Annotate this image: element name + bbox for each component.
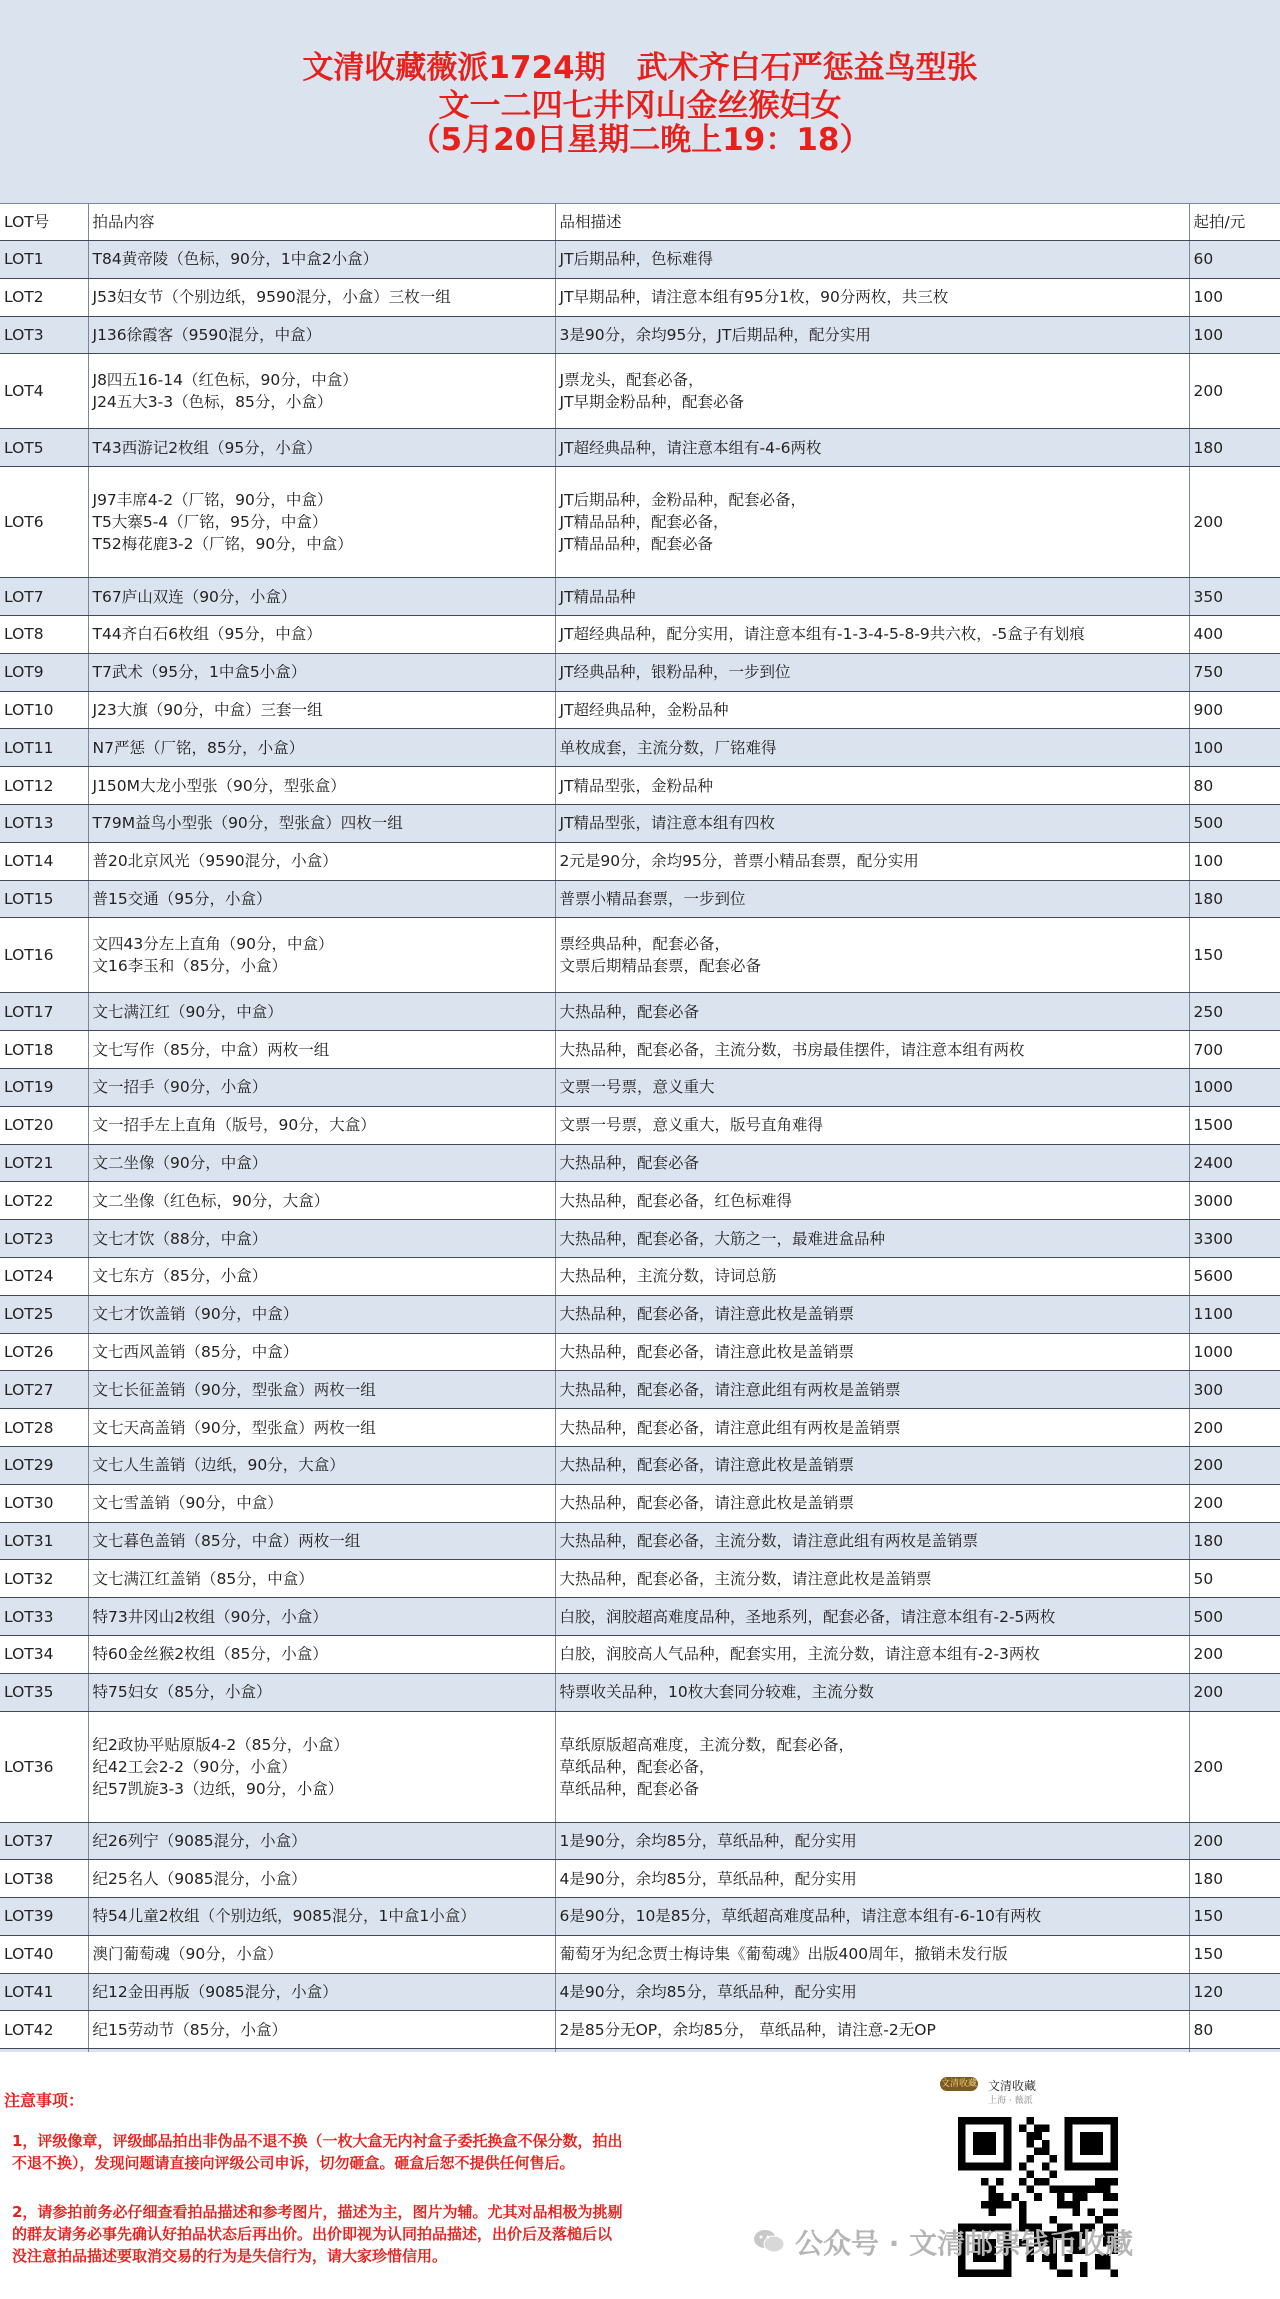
table-row <box>0 804 1280 842</box>
cell-item: T84黄帝陵（色标，90分，1中盒2小盒） <box>88 241 555 279</box>
cell-price: 500 <box>1189 1598 1280 1636</box>
cell-desc: J票龙头，配套必备， JT早期金粉品种，配套必备 <box>555 354 1189 429</box>
cell-desc: 大热品种，配套必备，请注意此枚是盖销票 <box>555 1484 1189 1522</box>
cell-lot: LOT34 <box>0 1635 88 1673</box>
cell-desc: 大热品种，配套必备，主流分数，请注意此组有两枚是盖销票 <box>555 1522 1189 1560</box>
table-row <box>0 767 1280 805</box>
cell-price: 180 <box>1189 429 1280 467</box>
cell-price: 100 <box>1189 278 1280 316</box>
cell-item: 文七满江红盖销（85分，中盒） <box>88 1560 555 1598</box>
cell-lot: LOT2 <box>0 278 88 316</box>
brand-logo: 文清收藏 <box>940 2079 977 2089</box>
cell-price: 50 <box>1189 1560 1280 1598</box>
table-row <box>0 1673 1280 1711</box>
table-row <box>0 1031 1280 1069</box>
cell-desc: 白胶，润胶高人气品种，配套实用，主流分数，请注意本组有-2-3两枚 <box>555 1635 1189 1673</box>
cell-desc: 6是90分，10是85分，草纸超高难度品种，请注意本组有-6-10有两枚 <box>555 1898 1189 1936</box>
cell-price: 100 <box>1189 729 1280 767</box>
cell-lot: LOT9 <box>0 653 88 691</box>
cell-item: J53妇女节（个别边纸，9590混分，小盒）三枚一组 <box>88 278 555 316</box>
table-row <box>0 1446 1280 1484</box>
cell-item: J8四五16-14（红色标，90分，中盒） J24五大3-3（色标，85分，小盒） <box>88 354 555 429</box>
cell-lot: LOT36 <box>0 1711 88 1822</box>
cell-item: J97丰席4-2（厂铭，90分，中盒） T5大寨5-4（厂铭，95分，中盒） T52梅花鹿3-2（厂铭，90分，中盒） <box>88 467 555 578</box>
table-row <box>0 1522 1280 1560</box>
table-row <box>0 1898 1280 1936</box>
cell-lot: LOT19 <box>0 1068 88 1106</box>
cell-lot: LOT11 <box>0 729 88 767</box>
cell-desc: JT超经典品种，金粉品种 <box>555 691 1189 729</box>
cell-lot: LOT16 <box>0 918 88 993</box>
table-row <box>0 653 1280 691</box>
cell-lot: LOT35 <box>0 1673 88 1711</box>
cell-item: 文四43分左上直角（90分，中盒） 文16李玉和（85分，小盒） <box>88 918 555 993</box>
cell-lot: LOT25 <box>0 1295 88 1333</box>
cell-item: 文七东方（85分，小盒） <box>88 1257 555 1295</box>
cell-item: 文七西风盖销（85分，中盒） <box>88 1333 555 1371</box>
cell-desc: JT早期品种，请注意本组有95分1枚，90分两枚，共三枚 <box>555 278 1189 316</box>
table-row <box>0 1371 1280 1409</box>
cell-price: 250 <box>1189 993 1280 1031</box>
brand-subtitle: 上海 · 薇派 <box>988 2096 1033 2106</box>
table-row <box>0 880 1280 918</box>
cell-price: 400 <box>1189 615 1280 653</box>
cell-desc: 大热品种，配套必备，主流分数，书房最佳摆件，请注意本组有两枚 <box>555 1031 1189 1069</box>
cell-desc: 2元是90分，余均95分，普票小精品套票，配分实用 <box>555 842 1189 880</box>
cell-price: 200 <box>1189 1484 1280 1522</box>
cell-item: 纪25名人（9085混分，小盒） <box>88 1860 555 1898</box>
table-row <box>0 691 1280 729</box>
cell-desc: 1是90分，余均85分，草纸品种，配分实用 <box>555 1822 1189 1860</box>
lot-table <box>0 204 1280 2087</box>
cell-price: 60 <box>1189 241 1280 279</box>
table-row <box>0 993 1280 1031</box>
cell-desc: JT经典品种，银粉品种，一步到位 <box>555 653 1189 691</box>
table-row <box>0 1973 1280 2011</box>
cell-item: 文七长征盖销（90分，型张盒）两枚一组 <box>88 1371 555 1409</box>
cell-desc: JT精品型张，请注意本组有四枚 <box>555 804 1189 842</box>
cell-desc: 大热品种，配套必备，请注意此组有两枚是盖销票 <box>555 1409 1189 1447</box>
table-row <box>0 1635 1280 1673</box>
cell-item: 文二坐像（90分，中盒） <box>88 1144 555 1182</box>
cell-lot: LOT14 <box>0 842 88 880</box>
cell-item: 文七满江红（90分，中盒） <box>88 993 555 1031</box>
cell-price: 1500 <box>1189 1106 1280 1144</box>
cell-desc: 特票收关品种，10枚大套同分较难，主流分数 <box>555 1673 1189 1711</box>
cell-price: 100 <box>1189 316 1280 354</box>
cell-price: 200 <box>1189 1673 1280 1711</box>
table-row <box>0 1935 1280 1973</box>
cell-desc: JT超经典品种，配分实用，请注意本组有-1-3-4-5-8-9共六枚，-5盒子有划痕 <box>555 615 1189 653</box>
watermark-text: 公众号 · 文清邮票钱币收藏 <box>795 2227 1134 2260</box>
cell-price: 80 <box>1189 767 1280 805</box>
cell-lot: LOT24 <box>0 1257 88 1295</box>
cell-price: 200 <box>1189 1409 1280 1447</box>
cell-desc: JT精品型张，金粉品种 <box>555 767 1189 805</box>
cell-desc: 大热品种，配套必备，红色标难得 <box>555 1182 1189 1220</box>
cell-item: 纪15劳动节（85分，小盒） <box>88 2011 555 2049</box>
table-row <box>0 1822 1280 1860</box>
cell-price: 3300 <box>1189 1220 1280 1258</box>
cell-item: 文七人生盖销（边纸，90分，大盒） <box>88 1446 555 1484</box>
column-header-lot: LOT号 <box>0 204 88 241</box>
cell-item: J150M大龙小型张（90分，型张盒） <box>88 767 555 805</box>
cell-lot: LOT15 <box>0 880 88 918</box>
cell-item: 特73井冈山2枚组（90分，小盒） <box>88 1598 555 1636</box>
cell-lot: LOT31 <box>0 1522 88 1560</box>
cell-desc: JT后期品种，色标难得 <box>555 241 1189 279</box>
cell-price: 100 <box>1189 842 1280 880</box>
table-row <box>0 1144 1280 1182</box>
cell-lot: LOT1 <box>0 241 88 279</box>
cell-desc: JT后期品种，金粉品种，配套必备， JT精品品种，配套必备， JT精品品种，配套必备 <box>555 467 1189 578</box>
cell-price: 180 <box>1189 1522 1280 1560</box>
cell-price: 120 <box>1189 1973 1280 2011</box>
cell-desc: 4是90分，余均85分，草纸品种，配分实用 <box>555 1973 1189 2011</box>
cell-lot: LOT30 <box>0 1484 88 1522</box>
table-row <box>0 1409 1280 1447</box>
cell-item: T79M益鸟小型张（90分，型张盒）四枚一组 <box>88 804 555 842</box>
cell-lot: LOT39 <box>0 1898 88 1936</box>
cell-lot: LOT22 <box>0 1182 88 1220</box>
cell-lot: LOT3 <box>0 316 88 354</box>
cell-price: 200 <box>1189 354 1280 429</box>
cell-desc: JT超经典品种，请注意本组有-4-6两枚 <box>555 429 1189 467</box>
cell-item: J23大旗（90分，中盒）三套一组 <box>88 691 555 729</box>
cell-item: 文七才饮（88分，中盒） <box>88 1220 555 1258</box>
table-row <box>0 1220 1280 1258</box>
cell-item: 特54儿童2枚组（个别边纸，9085混分，1中盒1小盒） <box>88 1898 555 1936</box>
cell-price: 200 <box>1189 1446 1280 1484</box>
cell-item: T7武术（95分，1中盒5小盒） <box>88 653 555 691</box>
table-row <box>0 1598 1280 1636</box>
cell-item: 纪26列宁（9085混分，小盒） <box>88 1822 555 1860</box>
cell-item: T44齐白石6枚组（95分，中盒） <box>88 615 555 653</box>
cell-lot: LOT32 <box>0 1560 88 1598</box>
cell-price: 300 <box>1189 1371 1280 1409</box>
cell-item: T67庐山双连（90分，小盒） <box>88 578 555 616</box>
column-header-item: 拍品内容 <box>88 204 555 241</box>
cell-item: T43西游记2枚组（95分，小盒） <box>88 429 555 467</box>
brand-name: 文清收藏 <box>988 2079 1037 2093</box>
cell-price: 200 <box>1189 1711 1280 1822</box>
page-title-line-3: （5月20日星期二晚上19：18） <box>409 122 871 158</box>
cell-lot: LOT41 <box>0 1973 88 2011</box>
cell-desc: 文票一号票，意义重大 <box>555 1068 1189 1106</box>
wechat-icon <box>752 2227 786 2255</box>
cell-lot: LOT12 <box>0 767 88 805</box>
cell-item: 普20北京风光（9590混分，小盒） <box>88 842 555 880</box>
cell-item: 文七雪盖销（90分，中盒） <box>88 1484 555 1522</box>
cell-desc: 单枚成套，主流分数，厂铭难得 <box>555 729 1189 767</box>
column-header-price: 起拍/元 <box>1189 204 1280 241</box>
cell-lot: LOT26 <box>0 1333 88 1371</box>
table-row <box>0 842 1280 880</box>
cell-price: 3000 <box>1189 1182 1280 1220</box>
cell-price: 200 <box>1189 1822 1280 1860</box>
cell-price: 180 <box>1189 880 1280 918</box>
page-header <box>0 0 1280 204</box>
cell-lot: LOT10 <box>0 691 88 729</box>
cell-lot: LOT37 <box>0 1822 88 1860</box>
cell-desc: 大热品种，配套必备 <box>555 993 1189 1031</box>
cell-desc: 大热品种，配套必备，请注意此组有两枚是盖销票 <box>555 1371 1189 1409</box>
cell-desc: 票经典品种，配套必备， 文票后期精品套票，配套必备 <box>555 918 1189 993</box>
table-row <box>0 578 1280 616</box>
note-1: 1，评级像章，评级邮品拍出非伪品不退不换（一枚大盒无内衬盒子委托换盒不保分数，拍出 不退不换），发现问题请直接向评级公司申诉，切勿砸盒。砸盒后恕不提供任何售后。 <box>12 2132 623 2172</box>
page-title-line-2: 文一二四七井冈山金丝猴妇女 <box>438 88 842 124</box>
table-row <box>0 1068 1280 1106</box>
cell-price: 2400 <box>1189 1144 1280 1182</box>
cell-item: N7严惩（厂铭，85分，小盒） <box>88 729 555 767</box>
table-row <box>0 429 1280 467</box>
cell-price: 1000 <box>1189 1333 1280 1371</box>
cell-desc: 普票小精品套票，一步到位 <box>555 880 1189 918</box>
table-row <box>0 1484 1280 1522</box>
table-row <box>0 729 1280 767</box>
notes-title: 注意事项： <box>4 2091 85 2110</box>
cell-desc: 3是90分，余均95分，JT后期品种，配分实用 <box>555 316 1189 354</box>
cell-desc: 4是90分，余均85分，草纸品种，配分实用 <box>555 1860 1189 1898</box>
table-row <box>0 1860 1280 1898</box>
cell-price: 80 <box>1189 2011 1280 2049</box>
cell-item: 文一招手（90分，小盒） <box>88 1068 555 1106</box>
table-header-row <box>0 204 1280 241</box>
cell-lot: LOT5 <box>0 429 88 467</box>
table-row <box>0 1333 1280 1371</box>
cell-lot: LOT18 <box>0 1031 88 1069</box>
cell-price: 150 <box>1189 1898 1280 1936</box>
cell-item: 普15交通（95分，小盒） <box>88 880 555 918</box>
table-row <box>0 1257 1280 1295</box>
cell-price: 700 <box>1189 1031 1280 1069</box>
cell-lot: LOT27 <box>0 1371 88 1409</box>
cell-item: 文七写作（85分，中盒）两枚一组 <box>88 1031 555 1069</box>
cell-item: J136徐霞客（9590混分，中盒） <box>88 316 555 354</box>
cell-lot: LOT13 <box>0 804 88 842</box>
cell-price: 750 <box>1189 653 1280 691</box>
cell-price: 900 <box>1189 691 1280 729</box>
cell-lot: LOT7 <box>0 578 88 616</box>
cell-lot: LOT28 <box>0 1409 88 1447</box>
cell-desc: 文票一号票，意义重大，版号直角难得 <box>555 1106 1189 1144</box>
cell-desc: 草纸原版超高难度，主流分数，配套必备， 草纸品种，配套必备， 草纸品种，配套必备 <box>555 1711 1189 1822</box>
cell-lot: LOT33 <box>0 1598 88 1636</box>
cell-price: 150 <box>1189 918 1280 993</box>
cell-item: 纪12金田再版（9085混分，小盒） <box>88 1973 555 2011</box>
cell-item: 文一招手左上直角（版号，90分，大盒） <box>88 1106 555 1144</box>
cell-item: 纪2政协平贴原版4-2（85分，小盒） 纪42工会2-2（90分，小盒） 纪57凯旋3-3（边纸，90分，小盒） <box>88 1711 555 1822</box>
cell-price: 200 <box>1189 1635 1280 1673</box>
cell-lot: LOT38 <box>0 1860 88 1898</box>
cell-price: 200 <box>1189 467 1280 578</box>
cell-price: 180 <box>1189 1860 1280 1898</box>
cell-item: 文七才饮盖销（90分，中盒） <box>88 1295 555 1333</box>
cell-price: 150 <box>1189 1935 1280 1973</box>
cell-lot: LOT29 <box>0 1446 88 1484</box>
column-header-desc: 品相描述 <box>555 204 1189 241</box>
cell-desc: 大热品种，配套必备，请注意此枚是盖销票 <box>555 1333 1189 1371</box>
table-row <box>0 354 1280 429</box>
cell-lot: LOT8 <box>0 615 88 653</box>
cell-desc: 白胶，润胶超高难度品种，圣地系列，配套必备，请注意本组有-2-5两枚 <box>555 1598 1189 1636</box>
cell-price: 350 <box>1189 578 1280 616</box>
cell-lot: LOT20 <box>0 1106 88 1144</box>
cell-item: 特75妇女（85分，小盒） <box>88 1673 555 1711</box>
cell-price: 5600 <box>1189 1257 1280 1295</box>
table-row <box>0 918 1280 993</box>
cell-price: 500 <box>1189 804 1280 842</box>
cell-price: 1000 <box>1189 1068 1280 1106</box>
table-row <box>0 241 1280 279</box>
cell-lot: LOT21 <box>0 1144 88 1182</box>
cell-desc: 2是85分无OP，余均85分， 草纸品种，请注意-2无OP <box>555 2011 1189 2049</box>
cell-desc: 大热品种，主流分数，诗词总筋 <box>555 1257 1189 1295</box>
cell-desc: JT精品品种 <box>555 578 1189 616</box>
cell-desc: 大热品种，配套必备，请注意此枚是盖销票 <box>555 1446 1189 1484</box>
cell-lot: LOT23 <box>0 1220 88 1258</box>
cell-lot: LOT4 <box>0 354 88 429</box>
table-row <box>0 1711 1280 1822</box>
cell-item: 澳门葡萄魂（90分，小盒） <box>88 1935 555 1973</box>
cell-desc: 大热品种，配套必备，大筋之一，最难进盒品种 <box>555 1220 1189 1258</box>
table-row <box>0 1295 1280 1333</box>
cell-lot: LOT42 <box>0 2011 88 2049</box>
cell-lot: LOT40 <box>0 1935 88 1973</box>
table-row <box>0 316 1280 354</box>
note-2: 2，请参拍前务必仔细查看拍品描述和参考图片，描述为主，图片为辅。尤其对品相极为挑剔 的群友请务必事先确认好拍品状态后再出价。出价即视为认同拍品描述，出价后及落槌后以 没注意拍品描述要取消交易的行为是失信行为，请大家珍惜信用。 <box>12 2203 623 2265</box>
cell-price: 1100 <box>1189 1295 1280 1333</box>
table-row <box>0 2011 1280 2049</box>
cell-item: 文七暮色盖销（85分，中盒）两枚一组 <box>88 1522 555 1560</box>
table-row <box>0 1560 1280 1598</box>
table-row <box>0 467 1280 578</box>
table-row <box>0 615 1280 653</box>
cell-desc: 大热品种，配套必备，主流分数，请注意此枚是盖销票 <box>555 1560 1189 1598</box>
cell-lot: LOT17 <box>0 993 88 1031</box>
table-row <box>0 1106 1280 1144</box>
cell-desc: 大热品种，配套必备 <box>555 1144 1189 1182</box>
table-row <box>0 1182 1280 1220</box>
cell-desc: 大热品种，配套必备，请注意此枚是盖销票 <box>555 1295 1189 1333</box>
table-row <box>0 278 1280 316</box>
cell-desc: 葡萄牙为纪念贾士梅诗集《葡萄魂》出版400周年，撤销未发行版 <box>555 1935 1189 1973</box>
cell-item: 文二坐像（红色标，90分，大盒） <box>88 1182 555 1220</box>
cell-lot: LOT6 <box>0 467 88 578</box>
cell-item: 特60金丝猴2枚组（85分，小盒） <box>88 1635 555 1673</box>
page-title-line-1: 文清收藏薇派1724期 武术齐白石严惩益鸟型张 <box>302 50 978 86</box>
notes-section <box>0 2052 1280 2299</box>
cell-item: 文七天高盖销（90分，型张盒）两枚一组 <box>88 1409 555 1447</box>
